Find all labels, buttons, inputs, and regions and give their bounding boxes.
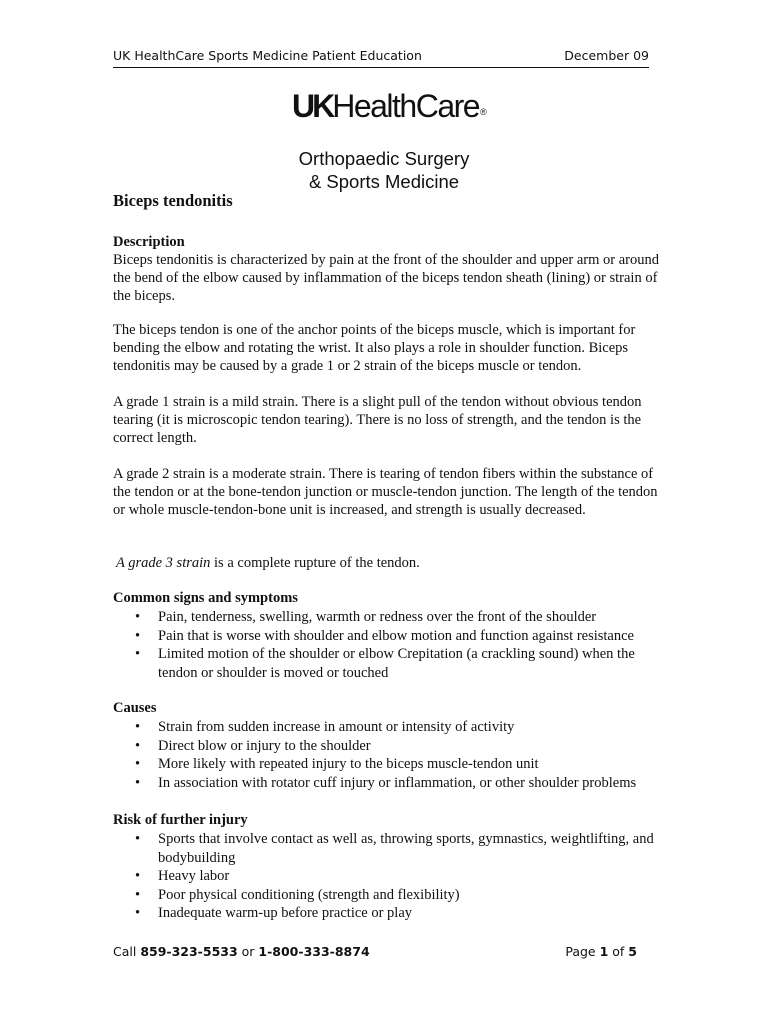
list-item: • Heavy labor <box>135 868 230 884</box>
page-header <box>113 47 649 68</box>
bullet-icon: • <box>135 868 141 884</box>
bullet-icon: • <box>135 719 141 735</box>
bullet-icon: • <box>135 831 141 847</box>
list-item: • In association with rotator cuff injury or inflammation, or other shoulder problems <box>135 774 637 791</box>
header-title: UK HealthCare Sports Medicine Patient Education <box>113 48 422 63</box>
department-line-2: & Sports Medicine <box>308 171 460 192</box>
risk-heading: Risk of further injury <box>113 812 248 828</box>
department-line-1: Orthopaedic Surgery <box>298 148 470 169</box>
bullet-icon: • <box>135 886 141 903</box>
phone-tollfree: 1-800-333-8874 <box>258 944 370 959</box>
grade-3-label: A grade 3 strain <box>116 555 211 571</box>
description-paragraph-5 <box>116 554 664 572</box>
symptoms-list <box>113 608 661 682</box>
phone-local: 859-323-5533 <box>140 944 238 959</box>
header-date: December 09 <box>564 48 649 63</box>
page-footer <box>113 944 637 959</box>
bullet-icon: • <box>135 646 141 662</box>
logo-registered: ® <box>480 107 487 117</box>
page-number: Page 1 of 5 <box>565 944 637 959</box>
description-heading: Description <box>113 234 185 250</box>
list-item: • Limited motion of the shoulder or elbow Crepitation (a crackling sound) when the tendon or shoulder is moved or touched <box>135 646 635 681</box>
list-item: • Pain that is worse with shoulder and elbow motion and function against resistance <box>135 627 634 644</box>
bullet-icon: • <box>135 905 141 921</box>
description-paragraph-2: The biceps tendon is one of the anchor points of the biceps muscle, which is important for bending the elbow and rotating the wrist. It also plays a role in shoulder function. Biceps tendonitis may be caused by a grade 1 or 2 strain of the biceps muscle or tendon. <box>113 322 636 374</box>
causes-list <box>113 718 661 792</box>
list-item: • Direct blow or injury to the shoulder <box>135 737 371 754</box>
list-item: • Sports that involve contact as well as, throwing sports, gymnastics, weightlifting, and bodybuilding <box>135 831 654 866</box>
description-paragraph-1: Biceps tendonitis is characterized by pain at the front of the shoulder and upper arm or around the bend of the elbow caused by inflammation of the biceps tendon sheath (lining) or strain of the biceps. <box>113 252 659 304</box>
footer-contact: Call 859-323-5533 or 1-800-333-8874 <box>113 944 370 959</box>
bullet-icon: • <box>135 737 141 754</box>
bullet-icon: • <box>135 774 141 791</box>
list-item: • Inadequate warm-up before practice or play <box>135 905 413 921</box>
list-item: • Strain from sudden increase in amount or intensity of activity <box>135 719 515 735</box>
risk-list <box>113 830 661 923</box>
description-paragraph-4: A grade 2 strain is a moderate strain. There is tearing of tendon fibers within the substance of the tendon or at the bone-tendon junction or muscle-tendon junction. The length of the tendon or whole muscle-tendon-bone unit is increased, and strength is usually decreased. <box>113 466 658 518</box>
bullet-icon: • <box>135 627 141 644</box>
logo-uk: UK <box>292 88 333 124</box>
logo-healthcare: HealthCare <box>332 88 480 124</box>
ukhealthcare-logo <box>292 88 487 124</box>
causes-heading: Causes <box>113 700 157 716</box>
symptoms-heading: Common signs and symptoms <box>113 590 298 606</box>
list-item: • More likely with repeated injury to the biceps muscle-tendon unit <box>135 756 539 772</box>
bullet-icon: • <box>135 609 141 625</box>
list-item: • Pain, tenderness, swelling, warmth or redness over the front of the shoulder <box>135 609 597 625</box>
description-paragraph-3: A grade 1 strain is a mild strain. There is a slight pull of the tendon without obvious tendon tearing (it is microscopic tendon tearing). There is no loss of strength, and the tendon is the correct length. <box>113 394 642 446</box>
grade-3-text: is a complete rupture of the tendon. <box>210 555 420 571</box>
bullet-icon: • <box>135 756 141 772</box>
page-title: Biceps tendonitis <box>113 191 233 210</box>
department-name <box>200 147 568 193</box>
list-item: • Poor physical conditioning (strength and flexibility) <box>135 886 460 903</box>
